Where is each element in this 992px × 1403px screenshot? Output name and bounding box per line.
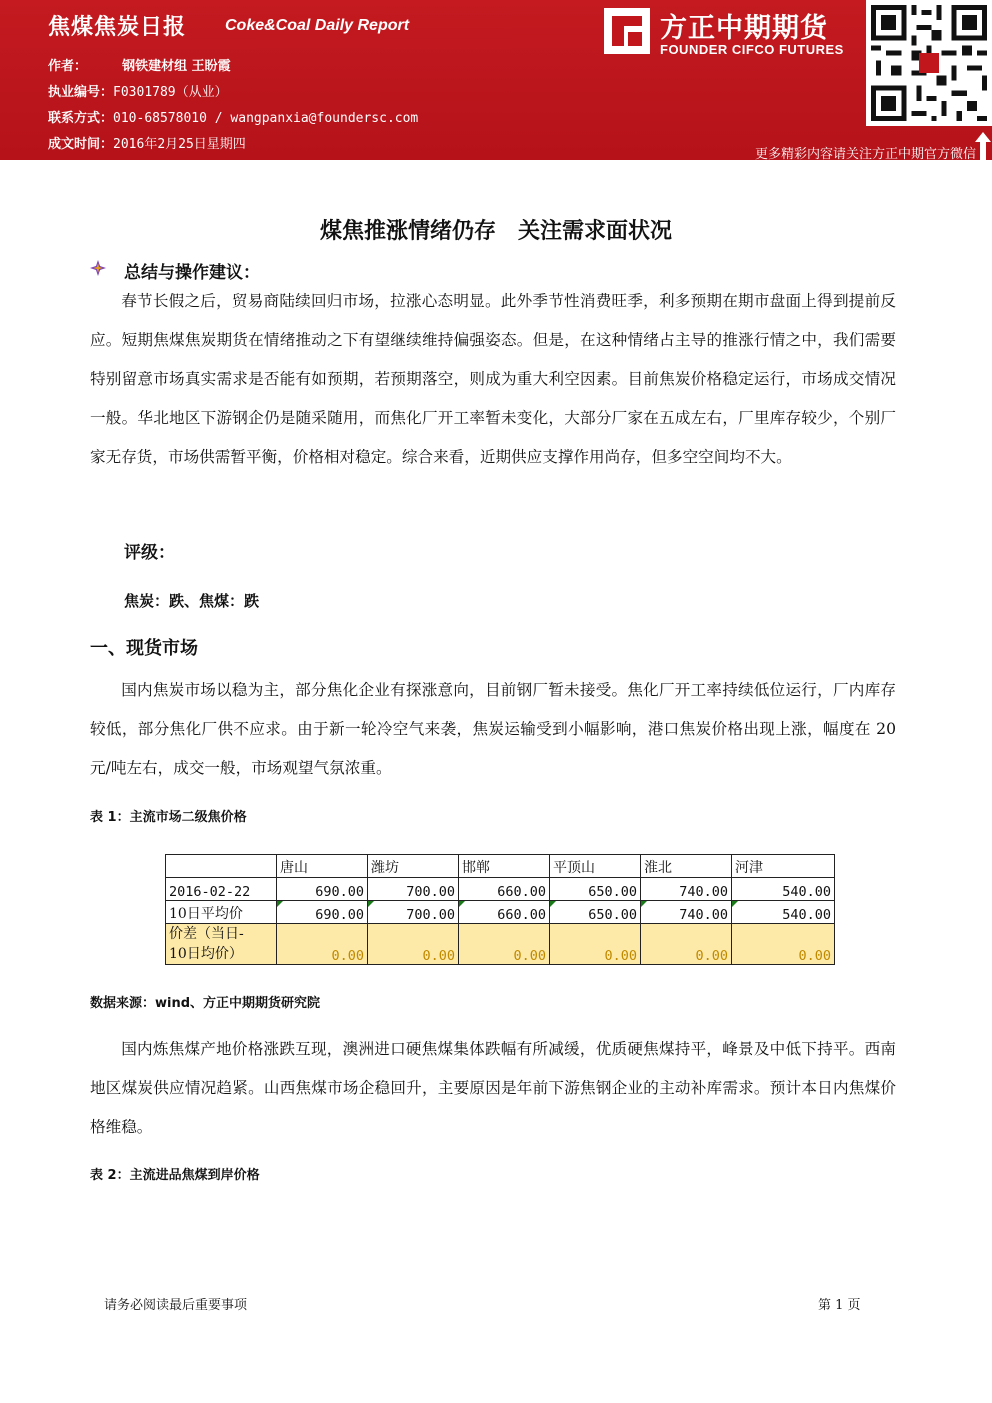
coke-price-table bbox=[165, 854, 835, 965]
col-header-pingdingshan: 平顶山 bbox=[550, 855, 641, 878]
report-banner bbox=[0, 0, 992, 160]
table-cell: 660.00 bbox=[459, 878, 550, 901]
table-cell: 0.00 bbox=[459, 924, 550, 965]
license-label: 执业编号： bbox=[48, 85, 114, 100]
formula-tick-icon bbox=[732, 901, 738, 907]
col-header-weifang: 潍坊 bbox=[368, 855, 459, 878]
arrow-up-icon bbox=[975, 132, 991, 160]
table-cell: 0.00 bbox=[550, 924, 641, 965]
table-cell: 650.00 bbox=[550, 901, 641, 924]
report-title-en: Coke&Coal Daily Report bbox=[225, 17, 410, 34]
table-cell: 690.00 bbox=[277, 901, 368, 924]
table1-caption: 表 1：主流市场二级焦价格 bbox=[90, 810, 247, 825]
author-line bbox=[48, 55, 231, 74]
rating-value: 焦炭：跌、焦煤：跌 bbox=[124, 592, 260, 610]
table-row bbox=[166, 878, 835, 901]
date-value: 2016年2月25日星期四 bbox=[113, 137, 246, 152]
summary-heading: 总结与操作建议： bbox=[124, 263, 260, 283]
license-line bbox=[48, 81, 228, 100]
report-title-cn: 焦煤焦炭日报 bbox=[48, 15, 187, 40]
table-cell: 540.00 bbox=[732, 878, 835, 901]
table2-caption: 表 2：主流进品焦煤到岸价格 bbox=[90, 1168, 260, 1183]
table-cell: 690.00 bbox=[277, 878, 368, 901]
table-cell: 700.00 bbox=[368, 878, 459, 901]
footer-disclaimer: 请务必阅读最后重要事项 bbox=[104, 1298, 248, 1313]
document-title: 煤焦推涨情绪仍存 关注需求面状况 bbox=[319, 219, 672, 244]
formula-tick-icon bbox=[459, 901, 465, 907]
license-value: F0301789（从业） bbox=[113, 85, 228, 100]
table-cell: 540.00 bbox=[732, 901, 835, 924]
table-cell: 0.00 bbox=[732, 924, 835, 965]
row-label-line1: 价差（当日- bbox=[169, 926, 244, 942]
col-header-tangshan: 唐山 bbox=[277, 855, 368, 878]
section-spot-market-heading: 一、现货市场 bbox=[90, 638, 198, 659]
contact-label: 联系方式： bbox=[48, 111, 114, 126]
table-cell: 0.00 bbox=[277, 924, 368, 965]
formula-tick-icon bbox=[368, 901, 374, 907]
col-header-handan: 邯郸 bbox=[459, 855, 550, 878]
formula-tick-icon bbox=[550, 901, 556, 907]
row-label: 10日平均价 bbox=[166, 901, 277, 924]
contact-line bbox=[48, 107, 418, 126]
coke-market-paragraph: 国内焦炭市场以稳为主，部分焦化企业有探涨意向，目前钢厂暂未接受。焦化厂开工率持续低位运行，厂内库存较低，部分焦化厂供不应求。由于新一轮冷空气来袭，焦炭运输受到小幅影响，港口焦炭价格出现上涨，幅度在 20 元/吨左右，成交一般，市场观望气氛浓重。 bbox=[90, 681, 896, 777]
logo-text-cn: 方正中期期货 bbox=[660, 13, 828, 44]
formula-tick-icon bbox=[641, 901, 647, 907]
diamond-bullet-icon bbox=[90, 260, 106, 276]
col-header-huaibei: 淮北 bbox=[641, 855, 732, 878]
table-corner-cell bbox=[166, 855, 277, 878]
follow-wechat-text[interactable]: 更多精彩内容请关注方正中期官方微信 bbox=[754, 147, 976, 162]
founder-logo-icon bbox=[604, 8, 650, 54]
table-row bbox=[166, 924, 835, 965]
table-cell: 0.00 bbox=[641, 924, 732, 965]
author-value: 钢铁建材组 王盼霞 bbox=[122, 59, 231, 74]
row-label-line2: 10日均价） bbox=[169, 946, 243, 962]
table-cell: 740.00 bbox=[641, 878, 732, 901]
data-source-note: 数据来源：wind、方正中期期货研究院 bbox=[90, 996, 321, 1011]
table-cell: 700.00 bbox=[368, 901, 459, 924]
table-cell: 650.00 bbox=[550, 878, 641, 901]
date-label: 成文时间： bbox=[48, 137, 114, 152]
table-cell: 740.00 bbox=[641, 901, 732, 924]
qr-center-logo-icon bbox=[919, 53, 939, 73]
table-header-row bbox=[166, 855, 835, 878]
row-label bbox=[166, 924, 277, 965]
author-label: 作者： bbox=[48, 59, 88, 74]
coking-coal-paragraph: 国内炼焦煤产地价格涨跌互现，澳洲进口硬焦煤集体跌幅有所减缓，优质硬焦煤持平，峰景及中低下持平。西南地区煤炭供应情况趋紧。山西焦煤市场企稳回升，主要原因是年前下游焦钢企业的主动补库需求。预计本日内焦煤价格维稳。 bbox=[90, 1040, 896, 1136]
col-header-hejin: 河津 bbox=[732, 855, 835, 878]
rating-heading: 评级： bbox=[124, 543, 175, 563]
row-label: 2016-02-22 bbox=[166, 878, 277, 901]
date-line bbox=[48, 133, 246, 152]
table-cell: 0.00 bbox=[368, 924, 459, 965]
wechat-qr-code[interactable] bbox=[866, 0, 992, 126]
page-number: 第 1 页 bbox=[818, 1298, 861, 1313]
table-cell: 660.00 bbox=[459, 901, 550, 924]
contact-value: 010-68578010 / wangpanxia@foundersc.com bbox=[113, 111, 419, 126]
summary-paragraph: 春节长假之后，贸易商陆续回归市场，拉涨心态明显。此外季节性消费旺季，利多预期在期市盘面上得到提前反应。短期焦煤焦炭期货在情绪推动之下有望继续维持偏强姿态。但是，在这种情绪占主导的推涨行情之中，我们需要特别留意市场真实需求是否能有如预期，若预期落空，则成为重大利空因素。目前焦炭价格稳定运行，市场成交情况一般。华北地区下游钢企仍是随采随用，而焦化厂开工率暂未变化，大部分厂家在五成左右，厂里库存较少，个别厂家无存货，市场供需暂平衡，价格相对稳定。综合来看，近期供应支撑作用尚存，但多空空间均不大。 bbox=[90, 292, 896, 466]
formula-tick-icon bbox=[277, 901, 283, 907]
logo-text-en: FOUNDER CIFCO FUTURES bbox=[660, 42, 844, 57]
founder-logo bbox=[604, 6, 860, 60]
table-row bbox=[166, 901, 835, 924]
